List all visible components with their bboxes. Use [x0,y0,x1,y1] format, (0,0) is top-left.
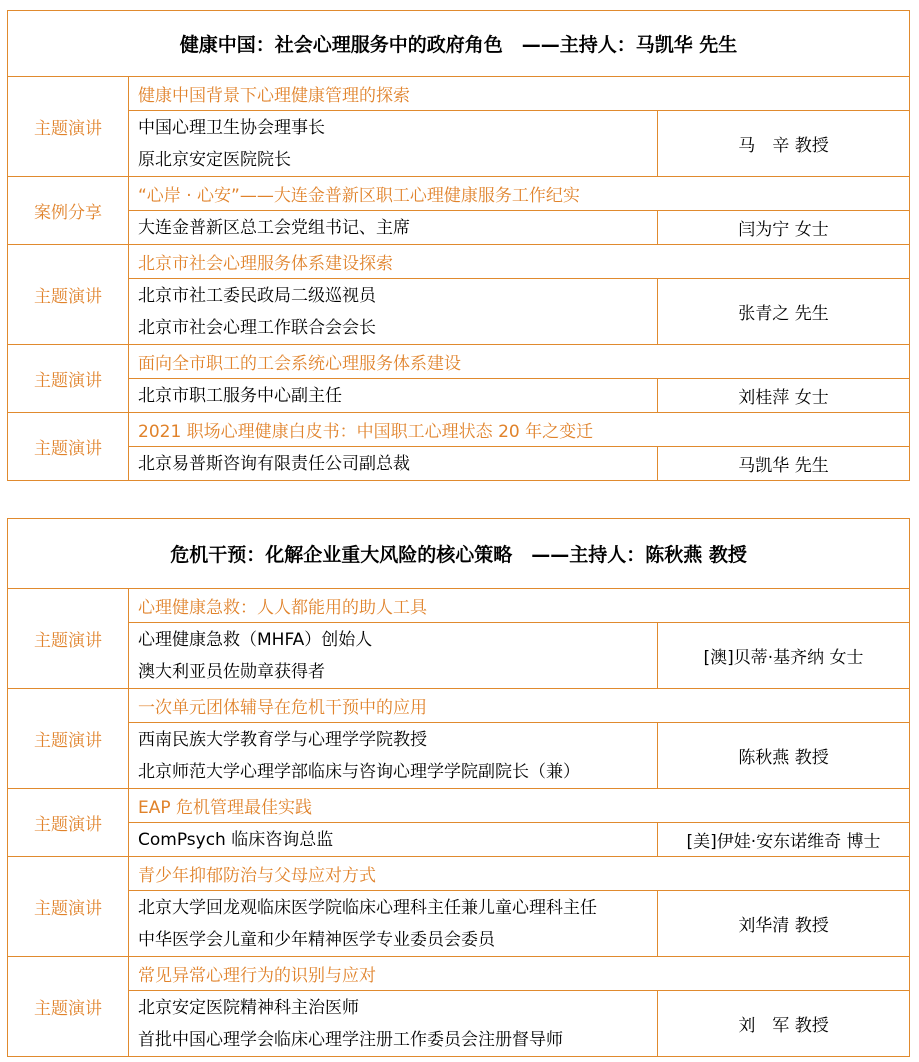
speaker-name: [美]伊娃·安东诺维奇 博士 [658,823,910,857]
affiliation-cell [129,823,658,857]
speaker-name: 刘华清 教授 [658,891,910,957]
topic-row [8,689,910,723]
speaker-row [8,447,910,481]
category-label: 主题演讲 [8,345,129,413]
session-body [8,519,910,1057]
affiliation-line: 北京市社工委民政局二级巡视员 [138,285,376,306]
topic-row [8,345,910,379]
affiliation-cell [129,723,658,789]
affiliation-cell [129,991,658,1057]
topic-row [8,589,910,623]
speaker-name: 刘 军 教授 [658,991,910,1057]
topic-row [8,413,910,447]
speaker-row [8,379,910,413]
topic-row [8,77,910,111]
topic-title: EAP 危机管理最佳实践 [129,789,910,823]
affiliation-line: 北京安定医院精神科主治医师 [138,997,359,1018]
speaker-name: 陈秋燕 教授 [658,723,910,789]
speaker-row [8,279,910,345]
session-body [8,11,910,481]
category-label: 主题演讲 [8,789,129,857]
speaker-row [8,723,910,789]
affiliation-line: 心理健康急救（MHFA）创始人 [138,629,373,650]
category-label: 案例分享 [8,177,129,245]
topic-row [8,857,910,891]
speaker-row [8,991,910,1057]
topic-title: 健康中国背景下心理健康管理的探索 [129,77,910,111]
topic-title: 2021 职场心理健康白皮书：中国职工心理状态 20 年之变迁 [129,413,910,447]
topic-row [8,957,910,991]
topic-title: 北京市社会心理服务体系建设探索 [129,245,910,279]
session-title: 健康中国：社会心理服务中的政府角色 ——主持人：马凯华 先生 [8,11,910,77]
affiliation-line: ComPsych 临床咨询总监 [138,829,334,850]
category-label: 主题演讲 [8,413,129,481]
category-label: 主题演讲 [8,857,129,957]
session-table-2 [7,518,910,1057]
topic-title: “心岸 · 心安”——大连金普新区职工心理健康服务工作纪实 [129,177,910,211]
session-table-1 [7,10,910,481]
speaker-name: 马凯华 先生 [658,447,910,481]
topic-title: 面向全市职工的工会系统心理服务体系建设 [129,345,910,379]
topic-title: 一次单元团体辅导在危机干预中的应用 [129,689,910,723]
affiliation-line: 西南民族大学教育学与心理学学院教授 [138,729,427,750]
affiliation-cell [129,447,658,481]
category-label: 主题演讲 [8,589,129,689]
topic-row [8,245,910,279]
affiliation-cell [129,891,658,957]
affiliation-line: 首批中国心理学会临床心理学注册工作委员会注册督导师 [138,1029,563,1050]
topic-row [8,789,910,823]
affiliation-line: 北京大学回龙观临床医学院临床心理科主任兼儿童心理科主任 [138,897,597,918]
category-label: 主题演讲 [8,245,129,345]
category-label: 主题演讲 [8,957,129,1057]
speaker-name: 闫为宁 女士 [658,211,910,245]
affiliation-line: 中国心理卫生协会理事长 [138,117,325,138]
affiliation-line: 中华医学会儿童和少年精神医学专业委员会委员 [138,929,495,950]
speaker-name: 马 辛 教授 [658,111,910,177]
affiliation-line: 澳大利亚员佐勋章获得者 [138,661,325,682]
session-title: 危机干预：化解企业重大风险的核心策略 ——主持人：陈秋燕 教授 [8,519,910,589]
category-label: 主题演讲 [8,77,129,177]
affiliation-line: 北京师范大学心理学部临床与咨询心理学学院副院长（兼） [138,761,580,782]
speaker-row [8,891,910,957]
speaker-name: 张青之 先生 [658,279,910,345]
speaker-name: 刘桂萍 女士 [658,379,910,413]
session-title-row [8,519,910,589]
affiliation-line: 原北京安定医院院长 [138,149,291,170]
speaker-row [8,823,910,857]
affiliation-line: 北京易普斯咨询有限责任公司副总裁 [138,453,410,474]
topic-title: 青少年抑郁防治与父母应对方式 [129,857,910,891]
affiliation-cell [129,623,658,689]
speaker-name: [澳]贝蒂·基齐纳 女士 [658,623,910,689]
topic-title: 心理健康急救：人人都能用的助人工具 [129,589,910,623]
affiliation-line: 北京市社会心理工作联合会会长 [138,317,376,338]
affiliation-line: 北京市职工服务中心副主任 [138,385,342,406]
speaker-row [8,623,910,689]
affiliation-cell [129,379,658,413]
affiliation-line: 大连金普新区总工会党组书记、主席 [138,217,410,238]
category-label: 主题演讲 [8,689,129,789]
topic-row [8,177,910,211]
speaker-row [8,111,910,177]
speaker-row [8,211,910,245]
affiliation-cell [129,279,658,345]
topic-title: 常见异常心理行为的识别与应对 [129,957,910,991]
affiliation-cell [129,111,658,177]
affiliation-cell [129,211,658,245]
session-title-row [8,11,910,77]
